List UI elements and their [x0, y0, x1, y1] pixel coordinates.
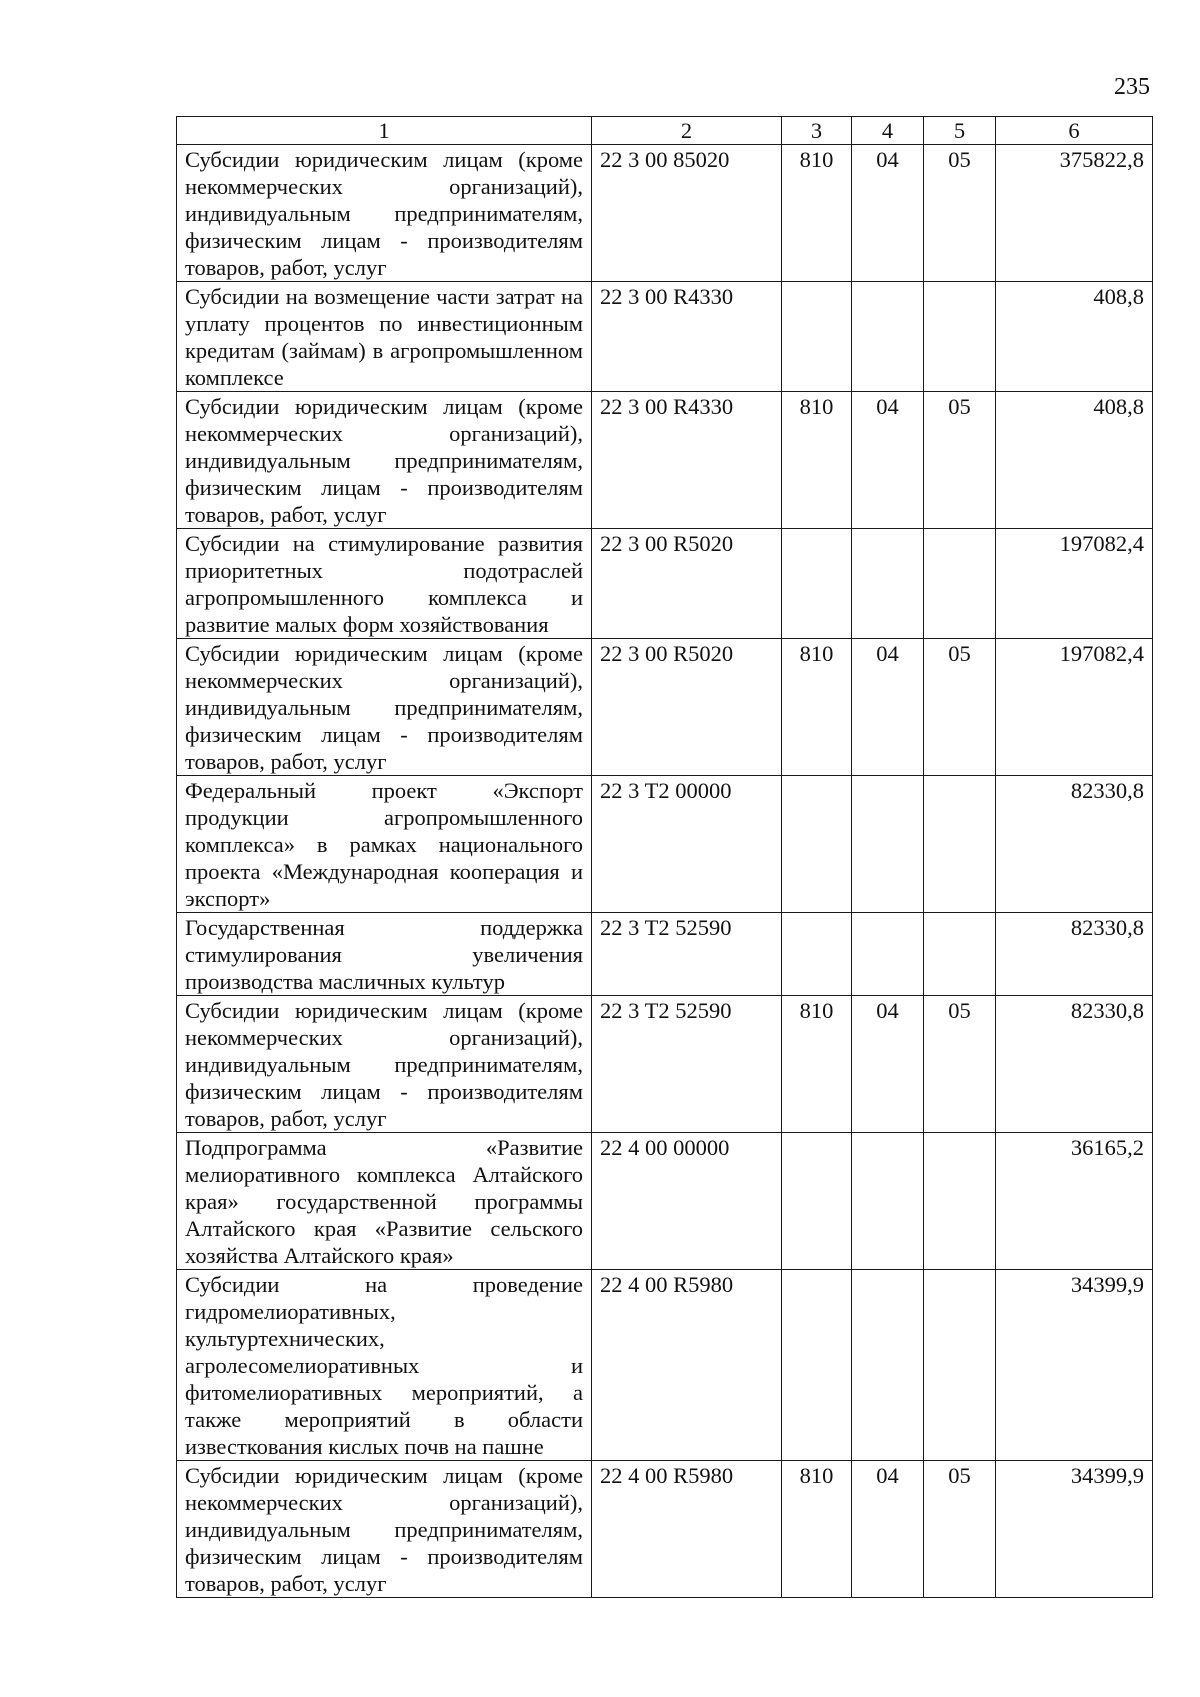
row-name-cell: Федеральный проект «Экспорт продукции агропромышленного комплекса» в рамках национального проекта «Международная кооперация и экспорт»	[177, 776, 592, 913]
row-amount-cell: 34399,9	[996, 1461, 1153, 1598]
table-row	[177, 282, 1153, 392]
row-amount-cell: 82330,8	[996, 913, 1153, 996]
row-name-cell: Субсидии юридическим лицам (кроме некоммерческих организаций), индивидуальным предпринимателям, физическим лицам - производителям товаров, работ, услуг	[177, 392, 592, 529]
page-number: 235	[1114, 74, 1150, 100]
table-row	[177, 392, 1153, 529]
table-body	[177, 145, 1153, 1598]
row-amount-cell: 197082,4	[996, 639, 1153, 776]
column-header-1: 1	[177, 117, 592, 145]
row-name-cell: Подпрограмма «Развитие мелиоративного комплекса Алтайского края» государственной программы Алтайского края «Развитие сельского хозяйства Алтайского края»	[177, 1133, 592, 1270]
row-amount-cell: 197082,4	[996, 529, 1153, 639]
row-name-cell: Субсидии юридическим лицам (кроме некоммерческих организаций), индивидуальным предпринимателям, физическим лицам - производителям товаров, работ, услуг	[177, 1461, 592, 1598]
row-name-cell: Субсидии юридическим лицам (кроме некоммерческих организаций), индивидуальным предпринимателям, физическим лицам - производителям товаров, работ, услуг	[177, 639, 592, 776]
column-header-6: 6	[996, 117, 1153, 145]
row-col4-cell	[852, 282, 924, 392]
table-header-row	[177, 117, 1153, 145]
row-amount-cell: 34399,9	[996, 1270, 1153, 1461]
row-col5-cell: 05	[924, 639, 996, 776]
row-col4-cell	[852, 1270, 924, 1461]
row-col4-cell: 04	[852, 996, 924, 1133]
row-col4-cell: 04	[852, 1461, 924, 1598]
table-row	[177, 913, 1153, 996]
row-code-cell: 22 4 00 R5980	[592, 1270, 782, 1461]
row-amount-cell: 408,8	[996, 392, 1153, 529]
row-code-cell: 22 3 00 R4330	[592, 392, 782, 529]
row-name-cell: Субсидии юридическим лицам (кроме некоммерческих организаций), индивидуальным предпринимателям, физическим лицам - производителям товаров, работ, услуг	[177, 996, 592, 1133]
row-amount-cell: 375822,8	[996, 145, 1153, 282]
row-name-cell: Субсидии юридическим лицам (кроме некоммерческих организаций), индивидуальным предпринимателям, физическим лицам - производителям товаров, работ, услуг	[177, 145, 592, 282]
row-col5-cell: 05	[924, 1461, 996, 1598]
row-col3-cell	[782, 529, 852, 639]
row-amount-cell: 36165,2	[996, 1133, 1153, 1270]
row-col4-cell: 04	[852, 145, 924, 282]
row-code-cell: 22 4 00 R5980	[592, 1461, 782, 1598]
row-col5-cell	[924, 1133, 996, 1270]
row-col3-cell	[782, 913, 852, 996]
row-amount-cell: 82330,8	[996, 996, 1153, 1133]
row-name-cell: Субсидии на возмещение части затрат на уплату процентов по инвестиционным кредитам (займам) в агропромышленном комплексе	[177, 282, 592, 392]
row-col3-cell: 810	[782, 145, 852, 282]
row-col5-cell: 05	[924, 996, 996, 1133]
row-code-cell: 22 3 T2 00000	[592, 776, 782, 913]
table-row	[177, 776, 1153, 913]
table-row	[177, 1133, 1153, 1270]
row-col3-cell	[782, 776, 852, 913]
row-col3-cell: 810	[782, 639, 852, 776]
row-col3-cell	[782, 1133, 852, 1270]
row-name-cell: Субсидии на проведение гидромелиоративных, культуртехнических, агролесомелиоративных и фитомелиоративных мероприятий, а также мероприятий в области известкования кислых почв на пашне	[177, 1270, 592, 1461]
row-col3-cell	[782, 282, 852, 392]
row-col3-cell	[782, 1270, 852, 1461]
row-col4-cell: 04	[852, 392, 924, 529]
row-code-cell: 22 4 00 00000	[592, 1133, 782, 1270]
row-code-cell: 22 3 T2 52590	[592, 996, 782, 1133]
row-col3-cell: 810	[782, 996, 852, 1133]
row-col4-cell: 04	[852, 639, 924, 776]
row-col5-cell: 05	[924, 392, 996, 529]
row-code-cell: 22 3 00 R4330	[592, 282, 782, 392]
row-col5-cell: 05	[924, 145, 996, 282]
table-row	[177, 639, 1153, 776]
row-col4-cell	[852, 529, 924, 639]
row-col5-cell	[924, 529, 996, 639]
row-amount-cell: 408,8	[996, 282, 1153, 392]
table-row	[177, 1461, 1153, 1598]
row-code-cell: 22 3 00 R5020	[592, 529, 782, 639]
column-header-5: 5	[924, 117, 996, 145]
row-name-cell: Субсидии на стимулирование развития приоритетных подотраслей агропромышленного комплекса и развитие малых форм хозяйствования	[177, 529, 592, 639]
row-col5-cell	[924, 913, 996, 996]
row-amount-cell: 82330,8	[996, 776, 1153, 913]
row-col4-cell	[852, 776, 924, 913]
table-row	[177, 529, 1153, 639]
table-row	[177, 1270, 1153, 1461]
column-header-3: 3	[782, 117, 852, 145]
row-col4-cell	[852, 913, 924, 996]
budget-table	[176, 116, 1153, 1598]
row-col5-cell	[924, 282, 996, 392]
column-header-2: 2	[592, 117, 782, 145]
row-col5-cell	[924, 1270, 996, 1461]
row-code-cell: 22 3 T2 52590	[592, 913, 782, 996]
row-col5-cell	[924, 776, 996, 913]
table-row	[177, 996, 1153, 1133]
column-header-4: 4	[852, 117, 924, 145]
row-code-cell: 22 3 00 R5020	[592, 639, 782, 776]
row-code-cell: 22 3 00 85020	[592, 145, 782, 282]
row-name-cell: Государственная поддержка стимулирования увеличения производства масличных культур	[177, 913, 592, 996]
table-row	[177, 145, 1153, 282]
row-col4-cell	[852, 1133, 924, 1270]
row-col3-cell: 810	[782, 392, 852, 529]
row-col3-cell: 810	[782, 1461, 852, 1598]
